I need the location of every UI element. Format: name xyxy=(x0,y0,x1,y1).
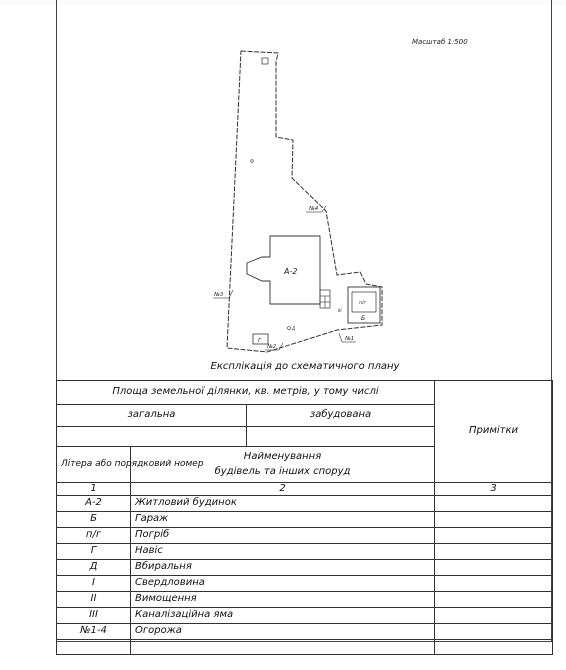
row-name: Вбиральня xyxy=(131,560,435,576)
cellar-mark xyxy=(251,160,254,163)
row-note xyxy=(435,544,553,560)
fence-label-4: №4 xyxy=(309,206,319,212)
table-row xyxy=(57,544,553,560)
row-note xyxy=(435,608,553,624)
row-letter: Г xyxy=(57,544,131,560)
empty-cell xyxy=(435,640,553,655)
total-area-value xyxy=(57,427,247,447)
row-note xyxy=(435,592,553,608)
row-name: Каналізаційна яма xyxy=(131,608,435,624)
garage-label: Б xyxy=(361,315,366,322)
area-header: Площа земельної ділянки, кв. метрів, у тому числі xyxy=(57,381,435,405)
name-header-line1: Найменування xyxy=(243,451,322,462)
built-area-header: забудована xyxy=(247,405,435,427)
plot-boundary xyxy=(227,51,382,352)
built-area-value xyxy=(247,427,435,447)
row-note xyxy=(435,496,553,512)
shed-label: Г xyxy=(258,338,262,344)
table-row xyxy=(57,608,553,624)
table-row xyxy=(57,496,553,512)
row-letter: І xyxy=(57,576,131,592)
explication-table xyxy=(56,380,553,655)
row-letter: Б xyxy=(57,512,131,528)
row-letter: Д xyxy=(57,560,131,576)
garage-cellar-label: п/г xyxy=(359,301,366,306)
table-row xyxy=(57,560,553,576)
empty-cell xyxy=(57,640,131,655)
row-name: Навіс xyxy=(131,544,435,560)
letter-column-header: Літера або порядковий номер xyxy=(57,447,131,483)
well-mark xyxy=(262,58,268,64)
row-letter: №1-4 xyxy=(57,624,131,640)
house-label: А-2 xyxy=(284,267,298,276)
fence-label-1: №1 xyxy=(345,336,355,342)
toilet-letter: Д xyxy=(292,326,296,331)
row-name: Свердловина xyxy=(131,576,435,592)
row-note xyxy=(435,576,553,592)
row-letter: ІІІ xyxy=(57,608,131,624)
row-name: Огорожа xyxy=(131,624,435,640)
row-name: Вимощення xyxy=(131,592,435,608)
table-row xyxy=(57,592,553,608)
row-note xyxy=(435,624,553,640)
row-name: Гараж xyxy=(131,512,435,528)
row-note xyxy=(435,528,553,544)
col-number-1: 1 xyxy=(57,483,131,496)
row-name: Погріб xyxy=(131,528,435,544)
total-area-header: загальна xyxy=(57,405,247,427)
pit-letter: ІІІ xyxy=(338,308,342,313)
table-row xyxy=(57,512,553,528)
fence-label-3: №3 xyxy=(214,292,224,298)
table-row xyxy=(57,624,553,640)
toilet-mark xyxy=(288,327,291,330)
empty-cell xyxy=(131,640,435,655)
plan-caption: Експлікація до схематичного плану xyxy=(210,361,400,372)
fence-label-2: №2 xyxy=(267,344,277,350)
row-letter: А-2 xyxy=(57,496,131,512)
name-header-line2: будівель та інших споруд xyxy=(214,465,351,477)
col-number-3: 3 xyxy=(435,483,553,496)
table-row-empty xyxy=(57,640,553,655)
scale-label: Масштаб 1:500 xyxy=(412,38,468,46)
row-name: Житловий будинок xyxy=(131,496,435,512)
table-row xyxy=(57,576,553,592)
row-letter: ІІ xyxy=(57,592,131,608)
row-note xyxy=(435,512,553,528)
col-number-2: 2 xyxy=(131,483,435,496)
table-row xyxy=(57,528,553,544)
row-note xyxy=(435,560,553,576)
notes-header: Примітки xyxy=(435,381,553,483)
row-letter: п/г xyxy=(57,528,131,544)
